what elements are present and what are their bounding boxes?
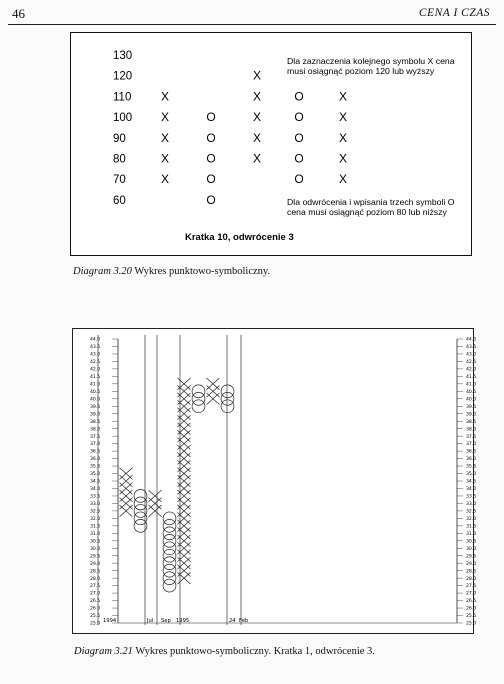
caption-number: Diagram 3.21: [74, 646, 133, 657]
y-tick-label-left: 28.5: [90, 569, 101, 575]
x-symbol: X: [252, 68, 262, 83]
y-tick-label-right: 43.0: [466, 352, 477, 358]
x-symbol: X: [338, 89, 348, 104]
x-symbol: [120, 483, 133, 495]
y-tick-label-right: 25.5: [466, 614, 477, 620]
o-symbol: O: [206, 130, 216, 145]
x-symbol: [178, 550, 191, 562]
y-tick-label-right: 27.0: [466, 591, 477, 597]
row-label: 60: [113, 194, 126, 207]
y-tick-label-right: 42.0: [466, 367, 477, 373]
o-symbol: O: [206, 192, 216, 207]
y-tick-label-left: 30.0: [90, 546, 101, 552]
y-tick-label-right: 43.5: [466, 345, 477, 351]
o-symbol: [163, 519, 176, 532]
note-top-line: Dla zaznaczenia kolejnego symbolu X cena: [287, 56, 455, 66]
date-label: Feb: [239, 618, 249, 624]
x-symbol: X: [160, 130, 170, 145]
y-tick-label-left: 37.0: [90, 442, 101, 448]
y-tick-label-left: 29.5: [90, 554, 101, 560]
y-tick-label-right: 44.0: [466, 337, 477, 343]
x-symbol: [178, 490, 191, 502]
o-symbol: [163, 572, 176, 585]
x-symbol: X: [160, 172, 170, 187]
x-symbol: [120, 505, 133, 517]
row-label: 100: [113, 112, 133, 125]
x-symbol: [178, 557, 191, 569]
o-symbol: [192, 392, 205, 405]
x-symbol: X: [252, 110, 262, 125]
note-top-line: musi osiągnąć poziom 120 lub wyższy: [287, 66, 435, 76]
o-symbol: O: [294, 110, 304, 125]
y-tick-label-left: 27.0: [90, 591, 101, 597]
x-symbol: [178, 513, 191, 525]
y-tick-label-right: 30.5: [466, 539, 477, 545]
x-symbol: [120, 498, 133, 510]
y-tick-label-left: 35.0: [90, 472, 101, 478]
o-symbol: [163, 512, 176, 525]
y-tick-label-right: 33.5: [466, 494, 477, 500]
y-tick-label-left: 29.0: [90, 561, 101, 567]
x-symbol: [149, 498, 162, 510]
y-tick-label-left: 36.0: [90, 457, 101, 463]
y-tick-label-left: 33.0: [90, 502, 101, 508]
y-tick-label-left: 30.5: [90, 539, 101, 545]
caption-text: Wykres punktowo-symboliczny. Kratka 1, odwrócenie 3.: [135, 646, 375, 657]
y-tick-label-left: 44.0: [90, 337, 101, 343]
x-symbol: X: [338, 130, 348, 145]
o-symbol: O: [294, 130, 304, 145]
x-symbol: [149, 490, 162, 502]
y-tick-label-right: 37.0: [466, 442, 477, 448]
y-tick-label-right: 32.0: [466, 516, 477, 522]
y-tick-label-right: 36.5: [466, 449, 477, 455]
y-tick-label-right: 29.0: [466, 561, 477, 567]
x-symbol: [178, 565, 191, 577]
diagram-3-21-chart: [73, 329, 477, 633]
diagram-3-21-box: [72, 328, 477, 634]
y-tick-label-left: 26.0: [90, 606, 101, 612]
x-symbol: [178, 498, 191, 510]
o-symbol: O: [294, 151, 304, 166]
y-tick-label-left: 37.5: [90, 434, 101, 440]
y-tick-label-left: 31.5: [90, 524, 101, 530]
x-symbol: [178, 445, 191, 457]
o-symbol: [163, 564, 176, 577]
row-label: 70: [113, 174, 126, 187]
y-tick-label-right: 27.5: [466, 584, 477, 590]
x-symbol: X: [160, 110, 170, 125]
diagram-3-20-box: [70, 32, 472, 256]
y-tick-label-left: 32.5: [90, 509, 101, 515]
y-tick-label-left: 39.0: [90, 412, 101, 418]
y-tick-label-right: 30.0: [466, 546, 477, 552]
y-tick-label-right: 34.0: [466, 487, 477, 493]
y-tick-label-right: 38.5: [466, 419, 477, 425]
x-symbol: [178, 542, 191, 554]
y-tick-label-left: 43.5: [90, 345, 101, 351]
x-symbol: [178, 527, 191, 539]
x-symbol: X: [252, 130, 262, 145]
x-symbol: [120, 475, 133, 487]
x-symbol: X: [338, 110, 348, 125]
inner-caption: Kratka 10, odwrócenie 3: [185, 232, 294, 243]
x-symbol: X: [160, 89, 170, 104]
x-symbol: [178, 400, 191, 412]
o-symbol: O: [294, 172, 304, 187]
x-symbol: [207, 378, 220, 390]
x-symbol: [178, 385, 191, 397]
x-symbol: X: [252, 89, 262, 104]
o-symbol: [192, 385, 205, 398]
diagram-3-20-chart: [71, 33, 471, 255]
o-symbol: [221, 385, 234, 398]
y-tick-label-right: 32.5: [466, 509, 477, 515]
y-tick-label-left: 40.5: [90, 389, 101, 395]
x-symbol: [178, 483, 191, 495]
y-tick-label-left: 34.5: [90, 479, 101, 485]
y-tick-label-left: 38.0: [90, 427, 101, 433]
x-symbol: X: [252, 151, 262, 166]
o-symbol: [163, 549, 176, 562]
diagram-3-20-caption: [73, 266, 270, 277]
x-symbol: [120, 468, 133, 480]
y-tick-label-right: 40.0: [466, 397, 477, 403]
o-symbol: O: [206, 172, 216, 187]
x-symbol: [178, 408, 191, 420]
y-tick-label-left: 40.0: [90, 397, 101, 403]
x-symbol: X: [338, 172, 348, 187]
y-tick-label-right: 34.5: [466, 479, 477, 485]
y-tick-label-right: 28.0: [466, 576, 477, 582]
date-label: Jul: [147, 618, 154, 624]
y-tick-label-left: 27.5: [90, 584, 101, 590]
page-number: 46: [12, 6, 25, 21]
y-tick-label-right: 28.5: [466, 569, 477, 575]
y-tick-label-right: 40.5: [466, 389, 477, 395]
x-symbol: [178, 423, 191, 435]
y-tick-label-left: 41.0: [90, 382, 101, 388]
o-symbol: [221, 392, 234, 405]
y-tick-label-right: 25.0: [466, 621, 477, 627]
x-symbol: [178, 460, 191, 472]
x-symbol: [178, 572, 191, 584]
y-tick-label-right: 26.0: [466, 606, 477, 612]
x-symbol: [178, 505, 191, 517]
y-tick-label-left: 31.0: [90, 531, 101, 537]
y-tick-label-left: 42.0: [90, 367, 101, 373]
x-symbol: [178, 415, 191, 427]
diagram-3-21-caption: [74, 646, 375, 657]
caption-text: Wykres punktowo-symboliczny.: [134, 266, 271, 277]
x-symbol: X: [160, 151, 170, 166]
y-tick-label-left: 25.5: [90, 614, 101, 620]
y-tick-label-left: 34.0: [90, 487, 101, 493]
row-label: 120: [113, 70, 133, 83]
o-symbol: [163, 579, 176, 592]
o-symbol: [163, 527, 176, 540]
y-tick-label-right: 39.0: [466, 412, 477, 418]
y-tick-label-left: 41.5: [90, 374, 101, 380]
header-rule: [8, 24, 496, 25]
date-label: 1994: [103, 618, 117, 624]
y-tick-label-right: 42.5: [466, 360, 477, 366]
x-symbol: [207, 385, 220, 397]
x-symbol: [178, 430, 191, 442]
x-symbol: [178, 535, 191, 547]
x-symbol: [178, 475, 191, 487]
o-symbol: O: [206, 110, 216, 125]
caption-number: Diagram 3.20: [73, 266, 132, 277]
y-tick-label-left: 32.0: [90, 516, 101, 522]
y-tick-label-left: 25.0: [90, 621, 101, 627]
x-symbol: [178, 453, 191, 465]
y-tick-label-left: 35.5: [90, 464, 101, 470]
x-symbol: [178, 520, 191, 532]
y-tick-label-left: 43.0: [90, 352, 101, 358]
x-symbol: [178, 378, 191, 390]
note-bottom-line: Dla odwrócenia i wpisania trzech symboli O: [287, 197, 455, 207]
o-symbol: [192, 400, 205, 413]
row-label: 110: [113, 91, 132, 104]
x-symbol: [178, 468, 191, 480]
y-tick-label-right: 41.5: [466, 374, 477, 380]
x-symbol: [120, 490, 133, 502]
y-tick-label-right: 35.5: [466, 464, 477, 470]
y-tick-label-right: 29.5: [466, 554, 477, 560]
x-symbol: [149, 505, 162, 517]
y-tick-label-right: 36.0: [466, 457, 477, 463]
running-head: CENA I CZAS: [418, 7, 490, 19]
date-label: 24: [229, 618, 236, 624]
y-tick-label-left: 36.5: [90, 449, 101, 455]
y-tick-label-right: 31.5: [466, 524, 477, 530]
y-tick-label-right: 37.5: [466, 434, 477, 440]
row-label: 90: [113, 132, 126, 145]
o-symbol: [163, 534, 176, 547]
y-tick-label-left: 39.5: [90, 404, 101, 410]
o-symbol: O: [294, 89, 304, 104]
y-tick-label-left: 26.5: [90, 599, 101, 605]
y-tick-label-right: 31.0: [466, 531, 477, 537]
y-tick-label-right: 33.0: [466, 502, 477, 508]
o-symbol: O: [206, 151, 216, 166]
y-tick-label-right: 41.0: [466, 382, 477, 388]
date-label: Sep: [161, 618, 171, 624]
row-label: 130: [113, 50, 133, 62]
y-tick-label-left: 33.5: [90, 494, 101, 500]
y-tick-label-right: 26.5: [466, 599, 477, 605]
y-tick-label-left: 28.0: [90, 576, 101, 582]
note-bottom-line: cena musi osiągnąć poziom 80 lub niższy: [287, 207, 447, 217]
row-label: 80: [113, 153, 126, 166]
y-tick-label-left: 42.5: [90, 360, 101, 366]
y-tick-label-right: 39.5: [466, 404, 477, 410]
x-symbol: [178, 393, 191, 405]
o-symbol: [221, 400, 234, 413]
o-symbol: [163, 542, 176, 555]
x-symbol: [178, 438, 191, 450]
o-symbol: [163, 557, 176, 570]
x-symbol: [207, 393, 220, 405]
date-label: 1995: [176, 618, 190, 624]
x-symbol: X: [338, 151, 348, 166]
y-tick-label-right: 35.0: [466, 472, 477, 478]
y-tick-label-right: 38.0: [466, 427, 477, 433]
y-tick-label-left: 38.5: [90, 419, 101, 425]
